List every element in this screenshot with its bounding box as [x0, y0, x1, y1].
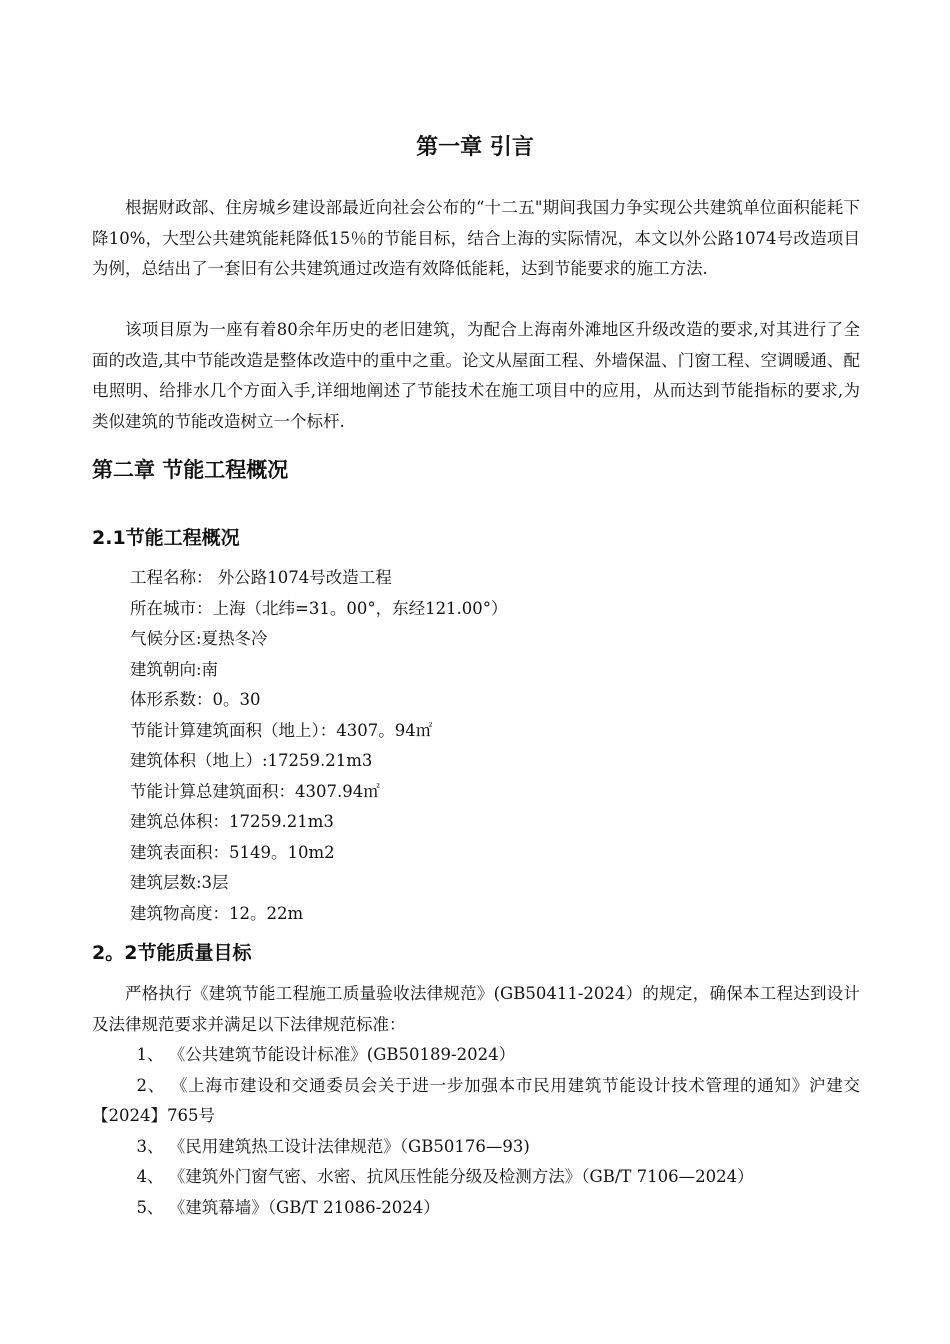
- info-item-surface-area: 建筑表面积：5149。10m2: [130, 842, 335, 862]
- intro-paragraph-2: 该项目原为一座有着80余年历史的老旧建筑，为配合上海南外滩地区升级改造的要求,对其进行了全面的改造,其中节能改造是整体改造中的重中之重。论文从屋面工程、外墙保温、门窗工程、空调暖通、配电照明、给排水几个方面入手,详细地阐述了节能技术在施工项目中的应用，从而达到节能指标的要求,为类似建筑的节能改造树立一个标杆.: [92, 320, 860, 431]
- info-item-floors: 建筑层数:3层: [130, 873, 229, 892]
- standard-item: 3、 《民用建筑热工设计法律规范》（GB50176—93): [136, 1136, 530, 1156]
- chapter-1-title: 第一章 引言: [416, 135, 534, 160]
- info-item-above-ground-area: 节能计算建筑面积（地上）：4307。94㎡: [130, 720, 433, 740]
- info-item-total-volume: 建筑总体积：17259.21m3: [130, 812, 334, 831]
- project-info-list: [130, 563, 508, 929]
- standard-item: 2、 《上海市建设和交通委员会关于进一步加强本市民用建筑节能设计技术管理的通知》沪建交【2024】765号: [92, 1075, 860, 1125]
- chapter-2-title: 第二章 节能工程概况: [92, 458, 289, 482]
- info-item-project-name: 工程名称： 外公路1074号改造工程: [130, 568, 392, 587]
- standard-item: 4、 《建筑外门窗气密、水密、抗风压性能分级及检测方法》（GB/T 7106—2024）: [136, 1167, 754, 1186]
- info-item-orientation: 建筑朝向:南: [130, 659, 219, 679]
- intro-paragraph-1: 根据财政部、住房城乡建设部最近向社会公布的“十二五"期间我国力争实现公共建筑单位面积能耗下降10%，大型公共建筑能耗降低15％的节能目标，结合上海的实际情况，本文以外公路1074号改造项目为例，总结出了一套旧有公共建筑通过改造有效降低能耗，达到节能要求的施工方法.: [92, 198, 860, 278]
- standards-list: [92, 1040, 860, 1223]
- info-item-above-ground-volume: 建筑体积（地上）:17259.21m3: [130, 751, 373, 770]
- info-item-shape-coefficient: 体形系数：0。30: [130, 690, 261, 709]
- standard-item: 5、 《建筑幕墙》（GB/T 21086-2024）: [136, 1197, 440, 1217]
- section-2-2-title: 2。2节能质量目标: [92, 942, 252, 964]
- info-item-total-area: 节能计算总建筑面积：4307.94㎡: [130, 781, 380, 801]
- quality-intro-paragraph: 严格执行《建筑节能工程施工质量验收法律规范》(GB50411-2024）的规定，确保本工程达到设计及法律规范要求并满足以下法律规范标准：: [92, 984, 860, 1034]
- info-item-climate-zone: 气候分区:夏热冬冷: [130, 629, 268, 648]
- info-item-city: 所在城市：上海（北纬=31。00°，东经121.00°）: [130, 598, 508, 618]
- section-2-1-title: 2.1节能工程概况: [92, 527, 240, 549]
- info-item-height: 建筑物高度：12。22m: [130, 903, 304, 923]
- standard-item: 1、 《公共建筑节能设计标准》(GB50189-2024）: [136, 1045, 516, 1064]
